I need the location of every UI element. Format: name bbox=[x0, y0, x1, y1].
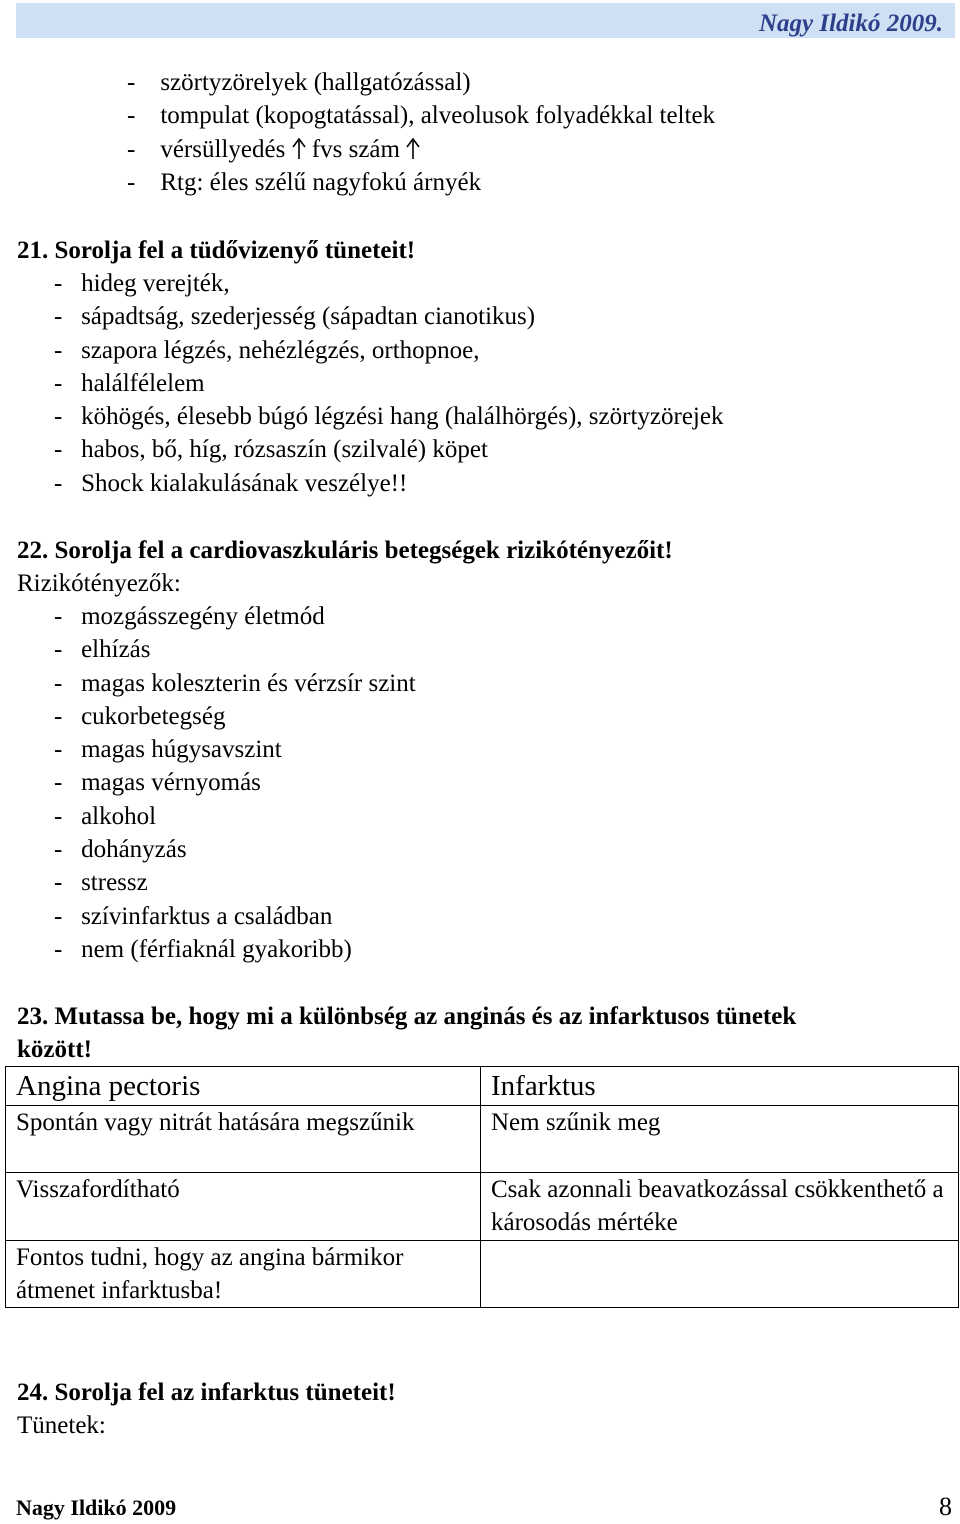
footer-author: Nagy Ildikó 2009 bbox=[16, 1495, 177, 1520]
table-cell: Fontos tudni, hogy az angina bármikor átmenet infarktusba! bbox=[6, 1240, 481, 1308]
q24-subtitle: Tünetek: bbox=[17, 1412, 106, 1440]
q21-section bbox=[17, 234, 960, 267]
table-header-cell: Infarktus bbox=[481, 1067, 959, 1106]
list-item: - magas vérnyomás bbox=[54, 769, 261, 797]
q22-section bbox=[17, 534, 960, 601]
list-item: - Shock kialakulásának veszélye!! bbox=[54, 469, 408, 497]
q24-section bbox=[17, 1376, 960, 1443]
list-item: - szívinfarktus a családban bbox=[54, 902, 333, 930]
q23-title-line2: között! bbox=[17, 1036, 92, 1064]
list-item: - alkohol bbox=[54, 802, 157, 830]
q23-title-line1: 23. Mutassa be, hogy mi a különbség az anginás és az infarktusos tünetek bbox=[17, 1003, 797, 1030]
list-item: - vérsüllyedés fvs szám bbox=[127, 133, 960, 166]
q21-list bbox=[54, 267, 960, 500]
intro-list bbox=[127, 66, 960, 199]
table-row bbox=[6, 1106, 959, 1173]
q22-list bbox=[54, 600, 960, 966]
list-item: - cukorbetegség bbox=[54, 702, 226, 730]
q23-section bbox=[17, 1000, 960, 1067]
list-item: - elhízás bbox=[54, 636, 151, 664]
list-item: - szörtyzörelyek (hallgatózással) bbox=[127, 69, 471, 96]
list-item: - sápadtság, szederjesség (sápadtan cianotikus) bbox=[54, 303, 536, 331]
list-item: - szapora légzés, nehézlégzés, orthopnoe, bbox=[54, 336, 480, 364]
list-item: - Rtg: éles szélű nagyfokú árnyék bbox=[127, 168, 482, 196]
q22-subtitle: Rizikótényezők: bbox=[17, 570, 181, 598]
list-item: - magas koleszterin és vérzsír szint bbox=[54, 669, 416, 697]
header-author: Nagy Ildikó 2009. bbox=[758, 10, 943, 37]
list-item: - hideg verejték, bbox=[54, 270, 230, 297]
q24-title: 24. Sorolja fel az infarktus tüneteit! bbox=[17, 1379, 396, 1406]
up-arrow-icon bbox=[292, 138, 306, 160]
comparison-table bbox=[5, 1066, 959, 1308]
header-bar bbox=[16, 3, 955, 38]
table-cell: Nem szűnik meg bbox=[481, 1106, 959, 1173]
list-item: - dohányzás bbox=[54, 836, 187, 864]
table-cell: Visszafordítható bbox=[6, 1173, 481, 1241]
list-item: - tompulat (kopogtatással), alveolusok folyadékkal teltek bbox=[127, 102, 716, 130]
list-item: - nem (férfiaknál gyakoribb) bbox=[54, 935, 352, 963]
list-item: - habos, bő, híg, rózsaszín (szilvalé) köpet bbox=[54, 436, 488, 464]
list-item: - halálfélelem bbox=[54, 369, 205, 397]
table-cell bbox=[481, 1240, 959, 1308]
table-cell: Spontán vagy nitrát hatására megszűnik bbox=[6, 1106, 481, 1173]
table-header-cell: Angina pectoris bbox=[6, 1067, 481, 1106]
page-number: 8 bbox=[939, 1492, 952, 1521]
q22-title: 22. Sorolja fel a cardiovaszkuláris betegségek rizikótényezőit! bbox=[17, 537, 673, 564]
up-arrow-icon bbox=[406, 138, 420, 160]
list-item: - mozgásszegény életmód bbox=[54, 603, 325, 630]
table-row bbox=[6, 1173, 959, 1241]
q21-title: 21. Sorolja fel a tüdővizenyő tüneteit! bbox=[17, 237, 416, 264]
list-item: - magas húgysavszint bbox=[54, 736, 282, 764]
table-row bbox=[6, 1240, 959, 1308]
table-header-row bbox=[6, 1067, 959, 1106]
list-item: - stressz bbox=[54, 869, 148, 897]
list-item: - köhögés, élesebb búgó légzési hang (halálhörgés), szörtyzörejek bbox=[54, 403, 724, 431]
table-cell: Csak azonnali beavatkozással csökkenthető a károsodás mértéke bbox=[481, 1173, 959, 1241]
